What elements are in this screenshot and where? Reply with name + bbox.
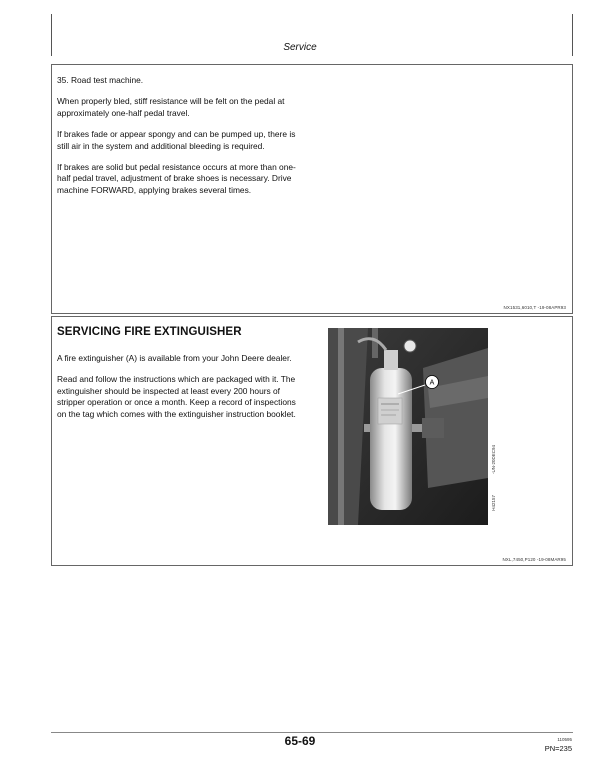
section-code: NXL,7450,P120 -19-08MAR95 — [502, 557, 566, 562]
callout-a: A — [429, 379, 435, 387]
photo-illustration — [328, 328, 488, 525]
pn-number: PN=235 — [544, 744, 572, 753]
section-code: NX1531,6010,T -19-08APR93 — [503, 305, 566, 310]
paragraph: If brakes are solid but pedal resistance occurs at more than one-half pedal travel, adjustment of brake shoes is necessary. Drive machine FORWARD, applying brakes several times. — [57, 162, 296, 195]
running-head: Service — [283, 42, 317, 53]
section-title: SERVICING FIRE EXTINGUISHER — [57, 326, 242, 338]
paragraph: When properly bled, stiff resistance will be felt on the pedal at approximately one-half pedal travel. — [57, 96, 285, 118]
road-test-body — [57, 75, 307, 206]
paragraph: A fire extinguisher (A) is available from your John Deere dealer. — [57, 353, 292, 363]
step-35: 35. Road test machine. — [57, 75, 144, 85]
photo-code: H42157 — [491, 495, 496, 511]
footer-rule — [51, 732, 573, 733]
road-test-section — [51, 64, 573, 314]
paragraph: Read and follow the instructions which are packaged with it. The extinguisher should be inspected at least every 200 hours of stripper operation or once a month. Keep a record of inspections on the tag which comes with the extinguisher instruction booklet. — [57, 374, 296, 419]
extinguisher-body — [57, 353, 307, 430]
fire-extinguisher-section — [51, 316, 573, 566]
date-code: 110595 — [557, 737, 572, 742]
photo-code: -UN-20DEC94 — [491, 445, 496, 475]
paragraph: If brakes fade or appear spongy and can be pumped up, there is still air in the system and additional bleeding is required. — [57, 129, 296, 151]
page-number: 65-69 — [284, 734, 316, 748]
fire-extinguisher-photo — [328, 328, 488, 525]
